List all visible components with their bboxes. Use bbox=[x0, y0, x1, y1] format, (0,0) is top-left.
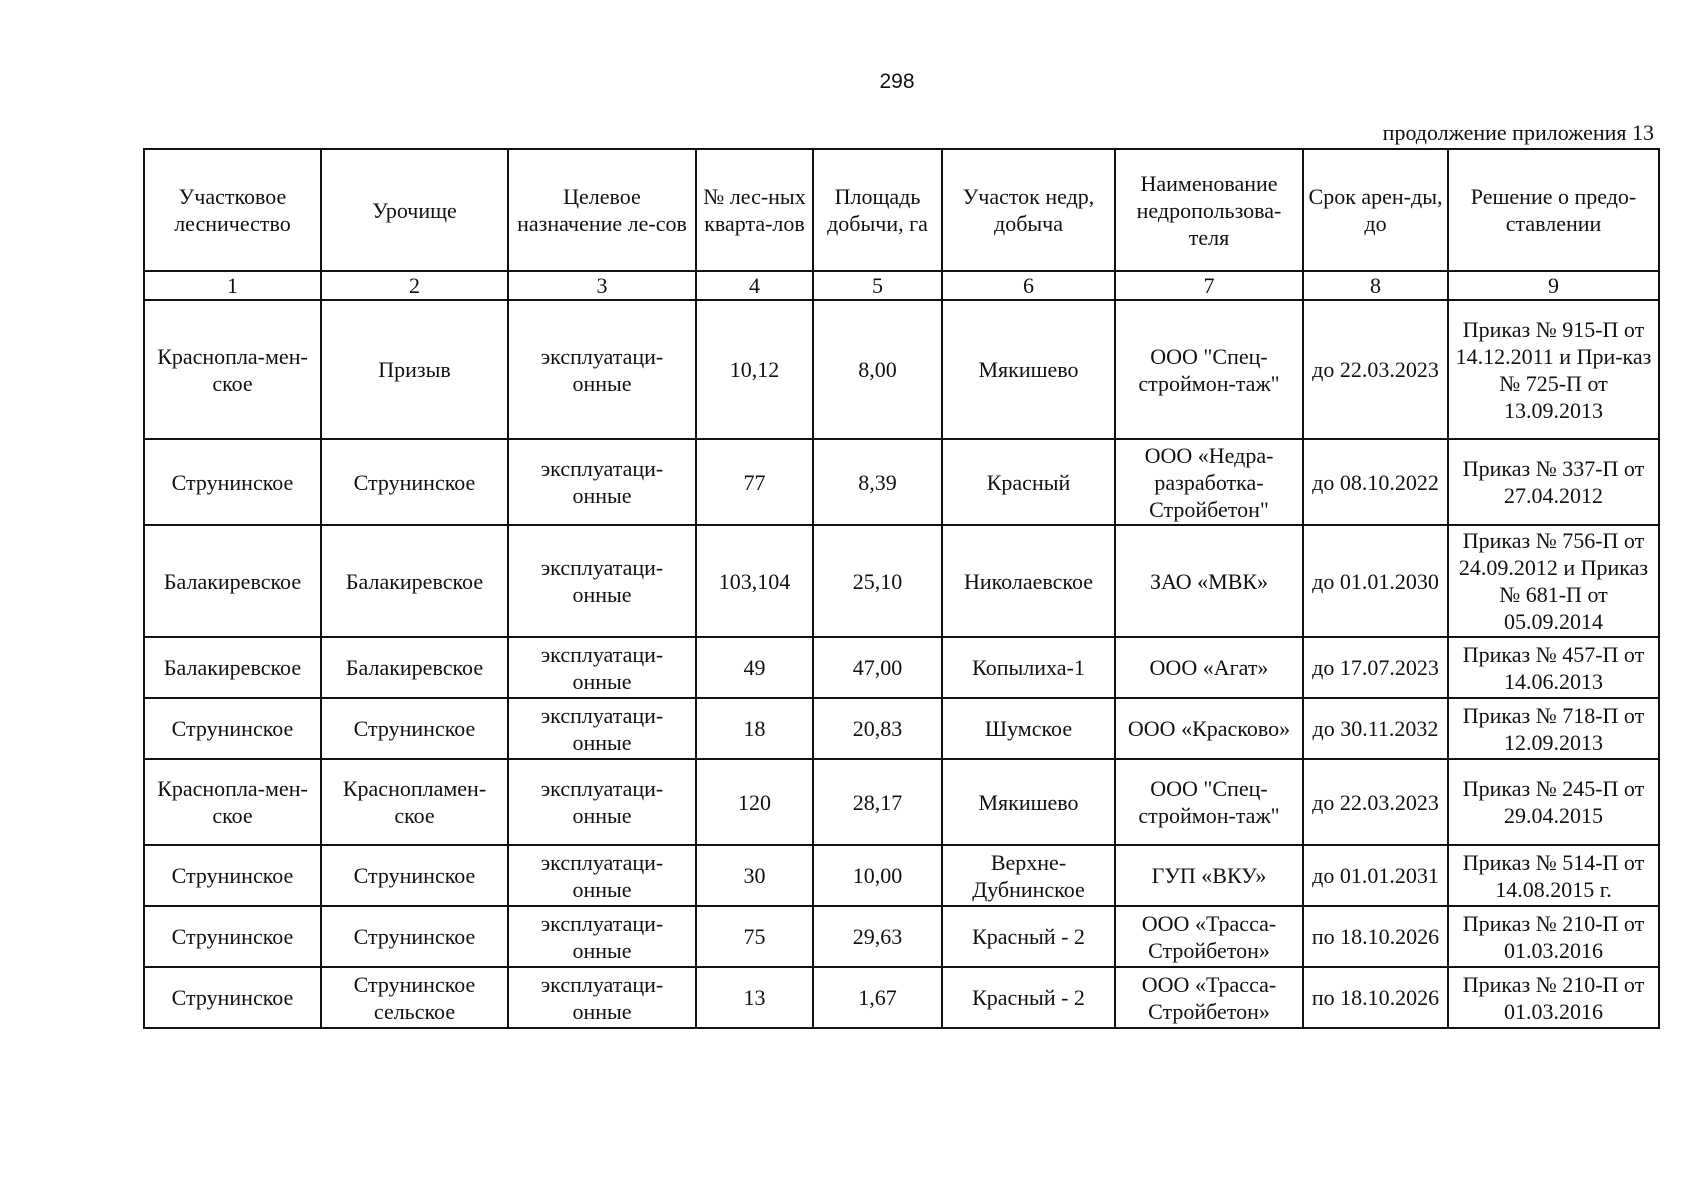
cell-text: Краснопла-мен-ское bbox=[157, 343, 308, 396]
header-row bbox=[144, 149, 1659, 271]
cell-forestry bbox=[144, 906, 321, 967]
cell-subsoil-site bbox=[942, 439, 1115, 525]
cell-text: ООО «Трасса-Стройбетон» bbox=[1141, 971, 1277, 1024]
cell-text: до 30.11.2032 bbox=[1312, 716, 1439, 741]
cell-quarters bbox=[696, 300, 813, 439]
table-row bbox=[144, 525, 1659, 637]
cell-text: эксплуатаци-онные bbox=[540, 702, 664, 755]
cell-decision bbox=[1448, 525, 1659, 637]
cell-text: Струнинское bbox=[353, 863, 476, 888]
cell-text: Приказ № 915-П от 14.12.2011 и При-каз № 725-П от 13.09.2013 bbox=[1455, 316, 1652, 423]
cell-tract bbox=[321, 637, 508, 698]
cell-text: 103,104 bbox=[718, 568, 791, 594]
header-cell-quarters bbox=[696, 149, 813, 271]
column-number: 5 bbox=[813, 271, 942, 300]
cell-text: Балакиревское bbox=[163, 568, 302, 594]
cell-area bbox=[813, 300, 942, 439]
column-number-row bbox=[144, 271, 1659, 300]
cell-area bbox=[813, 525, 942, 637]
cell-text: до 22.03.2023 bbox=[1312, 357, 1439, 382]
cell-forestry bbox=[144, 698, 321, 759]
cell-text: 77 bbox=[743, 469, 766, 495]
cell-text: Краснопла-мен-ское bbox=[157, 776, 308, 828]
cell-subsoil-site bbox=[942, 759, 1115, 845]
cell-quarters bbox=[696, 906, 813, 967]
header-label: Срок арен-ды, до bbox=[1308, 184, 1443, 236]
cell-text: Николаевское bbox=[963, 568, 1094, 594]
cell-text: Струнинское bbox=[171, 469, 294, 495]
cell-forestry bbox=[144, 845, 321, 906]
cell-text: Копылиха-1 bbox=[972, 655, 1085, 680]
cell-tract bbox=[321, 525, 508, 637]
cell-purpose bbox=[508, 845, 696, 906]
header-cell-area bbox=[813, 149, 942, 271]
header-label: Площадь добычи, га bbox=[827, 184, 928, 236]
cell-area bbox=[813, 967, 942, 1028]
cell-text: Красный - 2 bbox=[972, 985, 1085, 1010]
cell-subsoil-site bbox=[942, 906, 1115, 967]
cell-lease-term bbox=[1303, 967, 1448, 1028]
cell-purpose bbox=[508, 698, 696, 759]
cell-text: ООО "Спец-строймон-таж" bbox=[1138, 776, 1280, 828]
table-body bbox=[144, 300, 1659, 1028]
header-label: Целевое назначение ле-сов bbox=[517, 184, 687, 236]
cell-text: эксплуатаци-онные bbox=[540, 776, 664, 828]
column-number: 9 bbox=[1448, 271, 1659, 300]
cell-text: Верхне-Дубнинское bbox=[972, 849, 1085, 902]
cell-text: Струнинское bbox=[353, 716, 476, 741]
cell-text: 13 bbox=[743, 985, 766, 1010]
header-label: Урочище bbox=[372, 197, 457, 223]
header-label: Решение о предо-ставлении bbox=[1470, 184, 1637, 236]
cell-text: до 01.01.2030 bbox=[1312, 568, 1439, 594]
cell-text: 8,39 bbox=[858, 469, 897, 495]
cell-text: ООО «Трасса-Стройбетон» bbox=[1141, 910, 1277, 963]
header-cell-subsoil-site bbox=[942, 149, 1115, 271]
cell-text: Красный bbox=[986, 469, 1071, 495]
cell-purpose bbox=[508, 439, 696, 525]
table-row bbox=[144, 967, 1659, 1028]
cell-text: 47,00 bbox=[852, 655, 903, 680]
cell-subsoil-site bbox=[942, 698, 1115, 759]
cell-forestry bbox=[144, 967, 321, 1028]
cell-quarters bbox=[696, 439, 813, 525]
cell-text: 1,67 bbox=[858, 985, 897, 1010]
cell-text: эксплуатаци-онные bbox=[540, 641, 664, 694]
cell-forestry bbox=[144, 439, 321, 525]
table-row bbox=[144, 698, 1659, 759]
column-number: 8 bbox=[1303, 271, 1448, 300]
cell-quarters bbox=[696, 698, 813, 759]
cell-user bbox=[1115, 698, 1303, 759]
cell-text: Балакиревское bbox=[345, 568, 484, 594]
cell-text: Струнинское bbox=[171, 863, 294, 888]
cell-decision bbox=[1448, 300, 1659, 439]
header-cell-tract bbox=[321, 149, 508, 271]
cell-text: эксплуатаци-онные bbox=[540, 555, 664, 607]
cell-tract bbox=[321, 759, 508, 845]
cell-text: 8,00 bbox=[858, 357, 897, 382]
cell-text: 20,83 bbox=[852, 716, 903, 741]
cell-text: 10,00 bbox=[852, 863, 903, 888]
cell-text: Струнинское bbox=[171, 716, 294, 741]
cell-text: Красный - 2 bbox=[972, 924, 1085, 949]
cell-text: Приказ № 514-П от 14.08.2015 г. bbox=[1462, 849, 1645, 902]
cell-text: ГУП «ВКУ» bbox=[1151, 863, 1267, 888]
table-row bbox=[144, 759, 1659, 845]
cell-purpose bbox=[508, 967, 696, 1028]
cell-lease-term bbox=[1303, 525, 1448, 637]
cell-forestry bbox=[144, 637, 321, 698]
cell-decision bbox=[1448, 759, 1659, 845]
header-cell-forestry bbox=[144, 149, 321, 271]
cell-user bbox=[1115, 759, 1303, 845]
header-cell-purpose bbox=[508, 149, 696, 271]
cell-text: 120 bbox=[738, 789, 771, 815]
column-number: 4 bbox=[696, 271, 813, 300]
column-number: 2 bbox=[321, 271, 508, 300]
header-cell-user bbox=[1115, 149, 1303, 271]
cell-text: 10,12 bbox=[729, 357, 780, 382]
cell-subsoil-site bbox=[942, 525, 1115, 637]
cell-text: ООО "Спец-строймон-таж" bbox=[1138, 343, 1280, 396]
cell-user bbox=[1115, 637, 1303, 698]
cell-text: Приказ № 756-П от 24.09.2012 и Приказ № 681-П от 05.09.2014 bbox=[1458, 528, 1649, 634]
cell-user bbox=[1115, 525, 1303, 637]
cell-user bbox=[1115, 300, 1303, 439]
cell-text: эксплуатаци-онные bbox=[540, 343, 664, 396]
cell-user bbox=[1115, 845, 1303, 906]
cell-text: до 17.07.2023 bbox=[1312, 655, 1439, 680]
cell-text: эксплуатаци-онные bbox=[540, 971, 664, 1024]
cell-text: 18 bbox=[743, 716, 766, 741]
cell-area bbox=[813, 759, 942, 845]
cell-text: 29,63 bbox=[852, 924, 903, 949]
cell-text: до 01.01.2031 bbox=[1312, 863, 1439, 888]
cell-decision bbox=[1448, 439, 1659, 525]
cell-text: Призыв bbox=[378, 357, 451, 382]
cell-purpose bbox=[508, 300, 696, 439]
cell-area bbox=[813, 906, 942, 967]
cell-tract bbox=[321, 906, 508, 967]
cell-text: по 18.10.2026 bbox=[1311, 985, 1440, 1010]
cell-lease-term bbox=[1303, 759, 1448, 845]
cell-text: Балакиревское bbox=[163, 655, 302, 680]
cell-text: ООО «Красково» bbox=[1127, 716, 1291, 741]
cell-text: 25,10 bbox=[852, 568, 903, 594]
column-number: 7 bbox=[1115, 271, 1303, 300]
cell-text: Струнинское сельское bbox=[353, 971, 476, 1024]
cell-quarters bbox=[696, 967, 813, 1028]
cell-text: Струнинское bbox=[353, 469, 476, 495]
cell-text: Приказ № 718-П от 12.09.2013 bbox=[1462, 702, 1645, 755]
cell-lease-term bbox=[1303, 845, 1448, 906]
cell-tract bbox=[321, 967, 508, 1028]
cell-text: 75 bbox=[743, 924, 766, 949]
cell-lease-term bbox=[1303, 637, 1448, 698]
cell-decision bbox=[1448, 845, 1659, 906]
cell-area bbox=[813, 439, 942, 525]
cell-lease-term bbox=[1303, 698, 1448, 759]
cell-subsoil-site bbox=[942, 845, 1115, 906]
cell-text: Приказ № 457-П от 14.06.2013 bbox=[1462, 641, 1645, 694]
cell-lease-term bbox=[1303, 439, 1448, 525]
cell-text: до 08.10.2022 bbox=[1312, 469, 1439, 495]
cell-text: Струнинское bbox=[171, 985, 294, 1010]
cell-text: 28,17 bbox=[852, 789, 903, 815]
header-label: № лес-ных кварта-лов bbox=[703, 184, 806, 236]
table-row bbox=[144, 845, 1659, 906]
cell-forestry bbox=[144, 300, 321, 439]
cell-text: Краснопламен-ское bbox=[342, 776, 487, 828]
cell-tract bbox=[321, 439, 508, 525]
continuation-note: продолжение приложения 13 bbox=[1382, 120, 1654, 145]
cell-area bbox=[813, 637, 942, 698]
cell-text: Мякишево bbox=[978, 357, 1079, 382]
cell-text: до 22.03.2023 bbox=[1312, 789, 1439, 815]
cell-quarters bbox=[696, 759, 813, 845]
cell-text: Шумское bbox=[984, 716, 1073, 741]
cell-user bbox=[1115, 439, 1303, 525]
page-number: 298 bbox=[879, 70, 915, 93]
header-cell-lease-term bbox=[1303, 149, 1448, 271]
cell-tract bbox=[321, 845, 508, 906]
header-label: Участковое лесничество bbox=[174, 184, 291, 236]
cell-decision bbox=[1448, 906, 1659, 967]
cell-text: Струнинское bbox=[171, 924, 294, 949]
cell-quarters bbox=[696, 845, 813, 906]
table-row bbox=[144, 637, 1659, 698]
cell-user bbox=[1115, 906, 1303, 967]
cell-text: Приказ № 210-П от 01.03.2016 bbox=[1462, 910, 1645, 963]
cell-text: 49 bbox=[743, 655, 766, 680]
cell-text: Приказ № 245-П от 29.04.2015 bbox=[1462, 776, 1645, 828]
cell-tract bbox=[321, 300, 508, 439]
cell-text: ЗАО «МВК» bbox=[1149, 568, 1269, 594]
mining-lease-table bbox=[143, 148, 1660, 1029]
cell-subsoil-site bbox=[942, 967, 1115, 1028]
cell-decision bbox=[1448, 637, 1659, 698]
cell-quarters bbox=[696, 637, 813, 698]
cell-text: ООО «Агат» bbox=[1149, 655, 1269, 680]
cell-text: эксплуатаци-онные bbox=[540, 456, 664, 508]
header-label: Наименование недропользова-теля bbox=[1136, 170, 1282, 250]
table-row bbox=[144, 439, 1659, 525]
cell-tract bbox=[321, 698, 508, 759]
cell-purpose bbox=[508, 759, 696, 845]
table-row bbox=[144, 906, 1659, 967]
cell-decision bbox=[1448, 967, 1659, 1028]
cell-text: 30 bbox=[743, 863, 766, 888]
cell-subsoil-site bbox=[942, 300, 1115, 439]
table-row bbox=[144, 300, 1659, 439]
cell-lease-term bbox=[1303, 906, 1448, 967]
cell-lease-term bbox=[1303, 300, 1448, 439]
cell-text: эксплуатаци-онные bbox=[540, 849, 664, 902]
cell-purpose bbox=[508, 637, 696, 698]
cell-text: эксплуатаци-онные bbox=[540, 910, 664, 963]
cell-purpose bbox=[508, 906, 696, 967]
cell-text: ООО «Недра-разработка-Стройбетон" bbox=[1144, 442, 1274, 522]
cell-area bbox=[813, 845, 942, 906]
column-number: 6 bbox=[942, 271, 1115, 300]
cell-text: Приказ № 210-П от 01.03.2016 bbox=[1462, 971, 1645, 1024]
header-label: Участок недр, добыча bbox=[962, 184, 1095, 236]
cell-text: Мякишево bbox=[978, 789, 1079, 815]
cell-user bbox=[1115, 967, 1303, 1028]
cell-area bbox=[813, 698, 942, 759]
column-number: 1 bbox=[144, 271, 321, 300]
cell-decision bbox=[1448, 698, 1659, 759]
header-cell-decision bbox=[1448, 149, 1659, 271]
cell-text: по 18.10.2026 bbox=[1311, 924, 1440, 949]
cell-text: Балакиревское bbox=[345, 655, 484, 680]
cell-purpose bbox=[508, 525, 696, 637]
column-number: 3 bbox=[508, 271, 696, 300]
cell-text: Приказ № 337-П от 27.04.2012 bbox=[1462, 456, 1645, 508]
cell-forestry bbox=[144, 759, 321, 845]
cell-text: Струнинское bbox=[353, 924, 476, 949]
cell-forestry bbox=[144, 525, 321, 637]
cell-subsoil-site bbox=[942, 637, 1115, 698]
cell-quarters bbox=[696, 525, 813, 637]
